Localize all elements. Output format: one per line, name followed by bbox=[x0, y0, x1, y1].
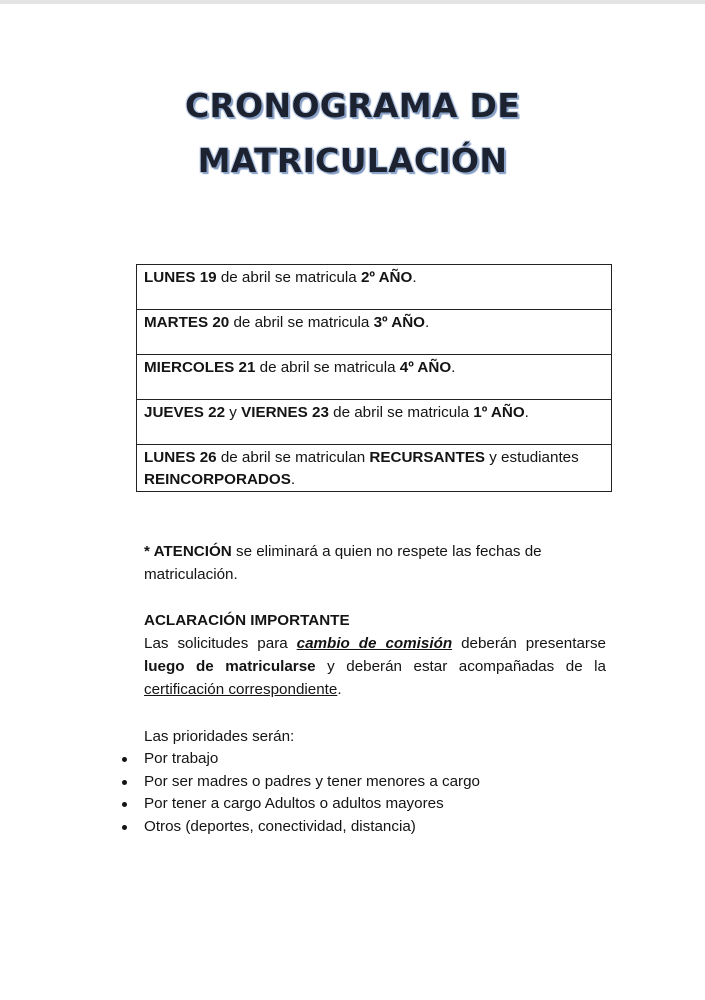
bullet-icon bbox=[122, 825, 127, 830]
schedule-emphasis: RECURSANTES bbox=[369, 449, 485, 466]
schedule-emphasis: JUEVES 22 bbox=[144, 404, 226, 421]
bullet-icon bbox=[122, 802, 127, 807]
attention-text: se eliminará a quien no respete las fechas de matriculación. bbox=[144, 543, 542, 583]
clarification-text: deberán presentarse bbox=[452, 635, 606, 652]
clarification-heading: ACLARACIÓN IMPORTANTE bbox=[144, 612, 350, 629]
schedule-text: y estudiantes bbox=[485, 449, 579, 466]
schedule-row bbox=[137, 310, 612, 355]
clarification-line-1 bbox=[144, 632, 606, 655]
schedule-text: de abril se matriculan bbox=[216, 449, 370, 466]
schedule-row bbox=[137, 355, 612, 400]
clarification-line-2 bbox=[144, 655, 606, 678]
top-edge-bar bbox=[0, 0, 705, 4]
priority-item bbox=[118, 816, 480, 839]
attention-label: * ATENCIÓN bbox=[144, 543, 232, 560]
bullet-icon bbox=[122, 757, 127, 762]
schedule-row bbox=[137, 400, 612, 445]
schedule-cell bbox=[137, 400, 612, 445]
priority-text: Por ser madres o padres y tener menores a cargo bbox=[144, 772, 480, 790]
priorities-intro: Las prioridades serán: bbox=[144, 728, 295, 745]
schedule-emphasis: 2º AÑO bbox=[360, 269, 413, 286]
schedule-emphasis: VIERNES 23 bbox=[241, 404, 329, 421]
title-line-2: MATRICULACIÓN bbox=[197, 141, 508, 180]
schedule-emphasis: REINCORPORADOS bbox=[144, 471, 291, 488]
clarification-section bbox=[144, 609, 606, 701]
clarification-line-3 bbox=[144, 678, 606, 701]
clarification-text: Las solicitudes para bbox=[144, 635, 297, 652]
clarification-text: y deberán estar acompañadas de la bbox=[315, 658, 606, 675]
clarification-paragraph bbox=[144, 632, 606, 701]
bullet-icon bbox=[122, 780, 127, 785]
priorities-list bbox=[118, 748, 480, 838]
priority-text: Por trabajo bbox=[144, 750, 219, 767]
schedule-row bbox=[137, 265, 612, 310]
schedule-text: de abril se matricula bbox=[216, 269, 361, 286]
priority-text: Otros (deportes, conectividad, distancia) bbox=[144, 817, 416, 835]
title-line-1: CRONOGRAMA DE bbox=[184, 86, 521, 125]
clarification-underlined: certificación correspondiente bbox=[144, 681, 338, 698]
schedule-text: . bbox=[524, 404, 529, 421]
priority-item bbox=[118, 771, 480, 794]
clarification-bold: luego de matricularse bbox=[144, 658, 316, 675]
schedule-cell bbox=[137, 310, 612, 355]
schedule-cell bbox=[137, 265, 612, 310]
schedule-table bbox=[136, 264, 612, 492]
schedule-text: . bbox=[290, 471, 296, 488]
schedule-emphasis: 4º AÑO bbox=[399, 359, 452, 376]
page-title bbox=[0, 78, 705, 188]
attention-note bbox=[144, 540, 606, 586]
priority-item bbox=[118, 793, 480, 816]
schedule-text: . bbox=[451, 359, 456, 376]
schedule-text: de abril se matricula bbox=[328, 404, 474, 421]
schedule-emphasis: MARTES 20 bbox=[144, 314, 230, 331]
schedule-text: . bbox=[412, 269, 417, 286]
clarification-text: . bbox=[337, 681, 342, 698]
schedule-text: de abril se matricula bbox=[255, 359, 400, 376]
schedule-emphasis: LUNES 26 bbox=[144, 449, 217, 466]
schedule-emphasis: 3º AÑO bbox=[373, 314, 425, 331]
schedule-emphasis: LUNES 19 bbox=[144, 269, 217, 286]
schedule-cell bbox=[137, 355, 612, 400]
priority-text: Por tener a cargo Adultos o adultos mayores bbox=[144, 795, 444, 812]
schedule-emphasis: MIERCOLES 21 bbox=[144, 359, 256, 376]
schedule-text: de abril se matricula bbox=[229, 314, 374, 331]
clarification-emphasis: cambio de comisión bbox=[296, 635, 453, 652]
priority-item bbox=[118, 748, 480, 771]
schedule-emphasis: 1º AÑO bbox=[473, 404, 525, 421]
schedule-cell bbox=[137, 445, 612, 492]
schedule-text: . bbox=[425, 314, 430, 331]
schedule-row bbox=[137, 445, 612, 492]
schedule-text: y bbox=[225, 404, 242, 421]
